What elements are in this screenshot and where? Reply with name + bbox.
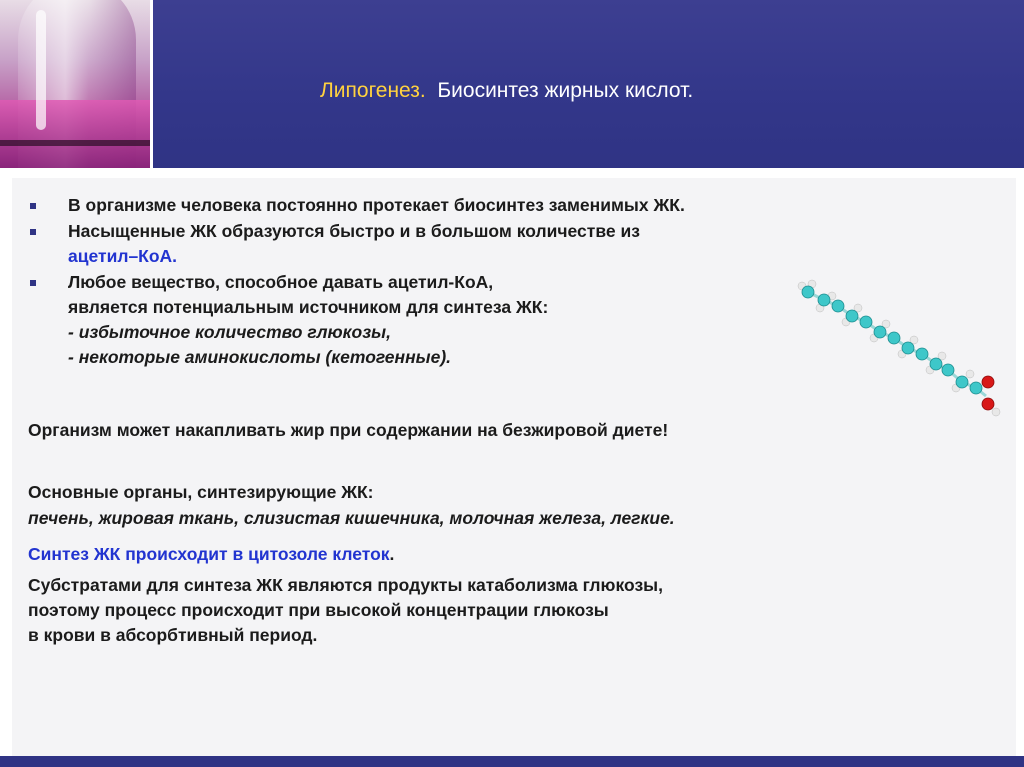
bullet-item [28,193,808,218]
substrates-line: в крови в абсорбтивный период. [28,625,318,645]
bullet-item [28,270,808,370]
bullet-text: является потенциальным источником для синтеза ЖК: [68,297,549,317]
slide-title-accent: Липогенез. [320,79,426,102]
fat-statement: Организм может накапливать жир при содержании на безжировой диете! [28,420,669,440]
bullet-text: Любое вещество, способное давать ацетил-КоА, [68,272,494,292]
footer-band [0,756,1024,767]
cytosol-statement [28,542,394,567]
cytosol-period: . [389,544,395,564]
header-divider-bottom [0,168,1024,172]
bullet-marker-icon [30,280,36,286]
lab-flask-image [0,0,150,170]
fatty-acid-molecule-icon [790,278,1010,428]
bullet-subitem: - некоторые аминокислоты (кетогенные). [68,347,452,367]
bullet-marker-icon [30,229,36,235]
cytosol-text: Синтез ЖК происходит в цитозоле клеток [28,544,390,564]
bullet-text-highlight: ацетил–КоА. [68,246,178,266]
substrates-line: поэтому процесс происходит при высокой концентрации глюкозы [28,600,609,620]
organs-heading: Основные органы, синтезирующие ЖК: [28,482,374,502]
bullet-subitem: - избыточное количество глюкозы, [68,322,391,342]
bullet-text: Насыщенные ЖК образуются быстро и в большом количестве из [68,221,640,241]
bullet-item [28,219,808,269]
bullet-list [28,193,808,371]
slide-title-main: Биосинтез жирных кислот. [437,79,694,102]
bullet-marker-icon [30,203,36,209]
header-divider [150,0,153,172]
bullet-text: В организме человека постоянно протекает биосинтез заменимых ЖК. [68,195,685,215]
organs-list: печень, жировая ткань, слизистая кишечника, молочная железа, легкие. [28,508,675,528]
substrates-line: Субстратами для синтеза ЖК являются продукты катаболизма глюкозы, [28,575,663,595]
slide-title [320,78,693,104]
